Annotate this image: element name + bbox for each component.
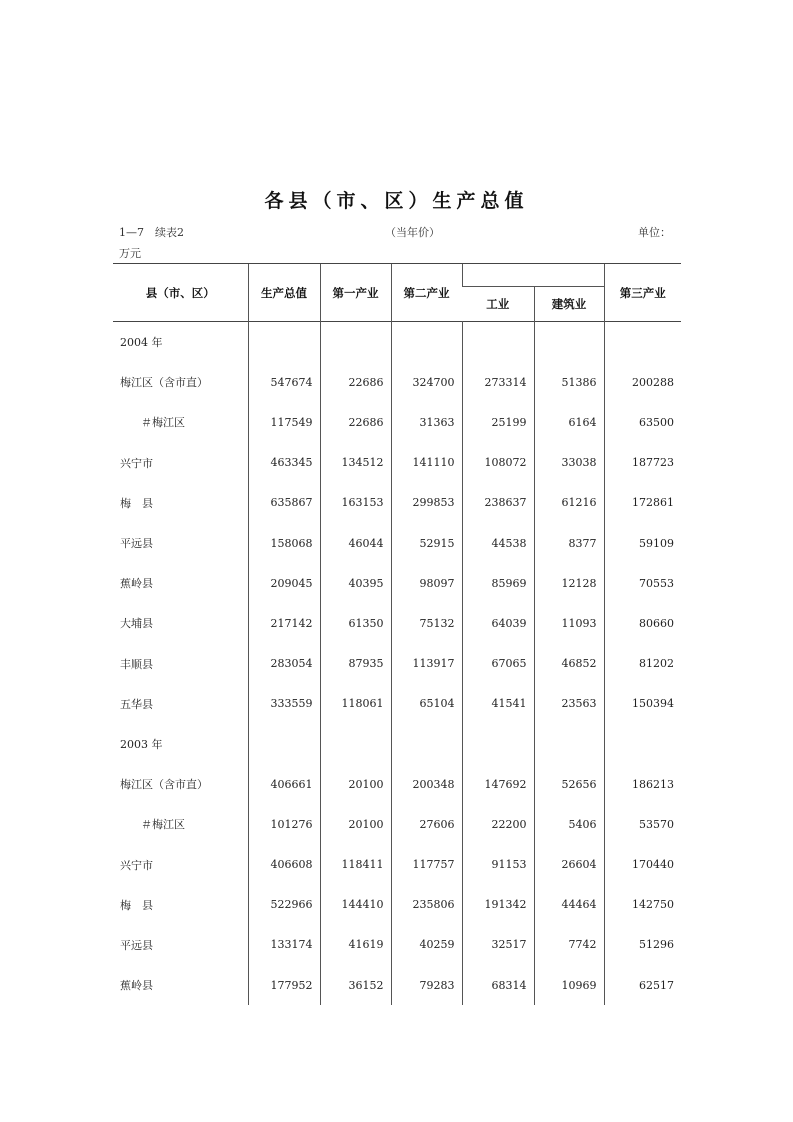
region-name: 丰顺县 (120, 657, 153, 671)
cell-secondary: 113917 (391, 644, 462, 684)
gdp-table (113, 263, 681, 1005)
cell-construction (534, 724, 604, 764)
table-row (113, 603, 681, 643)
cell-gdp: 406608 (248, 844, 320, 884)
table-row (113, 563, 681, 603)
region-name: 梅 县 (120, 898, 153, 912)
cell-industry: 238637 (462, 483, 534, 523)
region-name: 兴宁市 (120, 456, 153, 470)
cell-gdp: 283054 (248, 644, 320, 684)
cell-secondary: 27606 (391, 804, 462, 844)
region-name: ＃梅江区 (141, 416, 185, 430)
header-primary: 第一产业 (320, 264, 391, 322)
cell-construction: 46852 (534, 644, 604, 684)
cell-gdp: 117549 (248, 402, 320, 442)
cell-construction: 44464 (534, 885, 604, 925)
cell-primary: 46044 (320, 523, 391, 563)
cell-industry (462, 724, 534, 764)
cell-industry: 191342 (462, 885, 534, 925)
cell-tertiary: 59109 (604, 523, 681, 563)
cell-primary: 20100 (320, 764, 391, 804)
cell-industry: 41541 (462, 684, 534, 724)
region-name: 梅 县 (120, 496, 153, 510)
cell-secondary: 75132 (391, 603, 462, 643)
cell-construction: 7742 (534, 925, 604, 965)
price-note: （当年价） (385, 226, 440, 239)
cell-industry: 32517 (462, 925, 534, 965)
cell-gdp: 635867 (248, 483, 320, 523)
cell-gdp: 177952 (248, 965, 320, 1005)
cell-primary (320, 724, 391, 764)
region-name: 兴宁市 (120, 858, 153, 872)
region-name: ＃梅江区 (141, 818, 185, 832)
cell-construction: 6164 (534, 402, 604, 442)
cell-construction: 52656 (534, 764, 604, 804)
cell-primary: 36152 (320, 965, 391, 1005)
cell-gdp: 209045 (248, 563, 320, 603)
cell-primary: 20100 (320, 804, 391, 844)
table-row (113, 402, 681, 442)
year-label: 2004 年 (120, 336, 163, 350)
region-name: 蕉岭县 (120, 979, 153, 993)
cell-tertiary: 170440 (604, 844, 681, 884)
cell-industry: 67065 (462, 644, 534, 684)
cell-gdp: 133174 (248, 925, 320, 965)
cell-tertiary: 142750 (604, 885, 681, 925)
region-name: 梅江区（含市直） (120, 376, 208, 390)
region-name: 平远县 (120, 537, 153, 551)
header-tertiary: 第三产业 (604, 264, 681, 322)
cell-primary: 118061 (320, 684, 391, 724)
cell-primary: 118411 (320, 844, 391, 884)
cell-secondary: 79283 (391, 965, 462, 1005)
cell-construction (534, 322, 604, 363)
cell-secondary (391, 724, 462, 764)
header-region: 县（市、区） (113, 264, 248, 322)
cell-primary: 40395 (320, 563, 391, 603)
region-name: 梅江区（含市直） (120, 778, 208, 792)
header-industry: 工业 (462, 287, 534, 322)
cell-gdp: 333559 (248, 684, 320, 724)
table-row (113, 483, 681, 523)
cell-secondary: 117757 (391, 844, 462, 884)
table-number: 1—7 续表2 (119, 226, 184, 239)
cell-construction: 51386 (534, 362, 604, 402)
cell-construction: 8377 (534, 523, 604, 563)
cell-industry: 64039 (462, 603, 534, 643)
cell-tertiary: 70553 (604, 563, 681, 603)
cell-secondary: 200348 (391, 764, 462, 804)
table-row (113, 804, 681, 844)
cell-tertiary: 53570 (604, 804, 681, 844)
cell-tertiary: 186213 (604, 764, 681, 804)
cell-industry: 68314 (462, 965, 534, 1005)
cell-industry: 273314 (462, 362, 534, 402)
region-name: 蕉岭县 (120, 577, 153, 591)
cell-secondary (391, 322, 462, 363)
cell-primary: 61350 (320, 603, 391, 643)
cell-tertiary: 187723 (604, 443, 681, 483)
cell-industry: 22200 (462, 804, 534, 844)
table-row (113, 844, 681, 884)
table-row (113, 523, 681, 563)
cell-gdp: 463345 (248, 443, 320, 483)
header-secondary: 第二产业 (391, 264, 462, 322)
cell-tertiary: 62517 (604, 965, 681, 1005)
table-body (113, 322, 681, 1006)
table-row (113, 885, 681, 925)
unit-label: 单位： (638, 226, 671, 239)
cell-industry: 108072 (462, 443, 534, 483)
table-row (113, 443, 681, 483)
cell-primary: 134512 (320, 443, 391, 483)
cell-gdp: 522966 (248, 885, 320, 925)
cell-secondary: 235806 (391, 885, 462, 925)
cell-tertiary: 81202 (604, 644, 681, 684)
cell-industry: 147692 (462, 764, 534, 804)
cell-primary: 22686 (320, 402, 391, 442)
cell-gdp: 547674 (248, 362, 320, 402)
cell-construction: 33038 (534, 443, 604, 483)
cell-secondary: 299853 (391, 483, 462, 523)
cell-tertiary: 51296 (604, 925, 681, 965)
cell-gdp (248, 724, 320, 764)
cell-secondary: 98097 (391, 563, 462, 603)
unit-value: 万元 (119, 247, 141, 260)
table-row (113, 965, 681, 1005)
region-name: 五华县 (120, 697, 153, 711)
cell-tertiary: 200288 (604, 362, 681, 402)
cell-tertiary: 80660 (604, 603, 681, 643)
cell-primary (320, 322, 391, 363)
cell-gdp: 217142 (248, 603, 320, 643)
cell-tertiary: 172861 (604, 483, 681, 523)
year-label: 2003 年 (120, 737, 163, 751)
page-title: 各县（市、区）生产总值 (264, 190, 529, 212)
cell-construction: 5406 (534, 804, 604, 844)
cell-secondary: 40259 (391, 925, 462, 965)
cell-industry: 85969 (462, 563, 534, 603)
cell-secondary: 141110 (391, 443, 462, 483)
cell-industry: 44538 (462, 523, 534, 563)
cell-industry (462, 322, 534, 363)
cell-tertiary: 150394 (604, 684, 681, 724)
cell-gdp: 406661 (248, 764, 320, 804)
header-gdp: 生产总值 (248, 264, 320, 322)
cell-primary: 22686 (320, 362, 391, 402)
cell-gdp (248, 322, 320, 363)
table-row (113, 362, 681, 402)
table-row (113, 925, 681, 965)
cell-tertiary (604, 322, 681, 363)
cell-construction: 12128 (534, 563, 604, 603)
region-name: 平远县 (120, 938, 153, 952)
year-row (113, 322, 681, 363)
cell-primary: 144410 (320, 885, 391, 925)
table-row (113, 644, 681, 684)
cell-primary: 163153 (320, 483, 391, 523)
cell-secondary: 52915 (391, 523, 462, 563)
cell-secondary: 324700 (391, 362, 462, 402)
cell-industry: 25199 (462, 402, 534, 442)
cell-construction: 26604 (534, 844, 604, 884)
header-secondary-breakdown (462, 264, 604, 287)
cell-construction: 11093 (534, 603, 604, 643)
region-name: 大埔县 (120, 617, 153, 631)
cell-primary: 87935 (320, 644, 391, 684)
cell-gdp: 101276 (248, 804, 320, 844)
year-row (113, 724, 681, 764)
cell-construction: 23563 (534, 684, 604, 724)
header-construction: 建筑业 (534, 287, 604, 322)
cell-construction: 10969 (534, 965, 604, 1005)
cell-secondary: 31363 (391, 402, 462, 442)
cell-gdp: 158068 (248, 523, 320, 563)
cell-primary: 41619 (320, 925, 391, 965)
cell-tertiary: 63500 (604, 402, 681, 442)
table-row (113, 764, 681, 804)
cell-tertiary (604, 724, 681, 764)
cell-industry: 91153 (462, 844, 534, 884)
cell-secondary: 65104 (391, 684, 462, 724)
cell-construction: 61216 (534, 483, 604, 523)
table-row (113, 684, 681, 724)
